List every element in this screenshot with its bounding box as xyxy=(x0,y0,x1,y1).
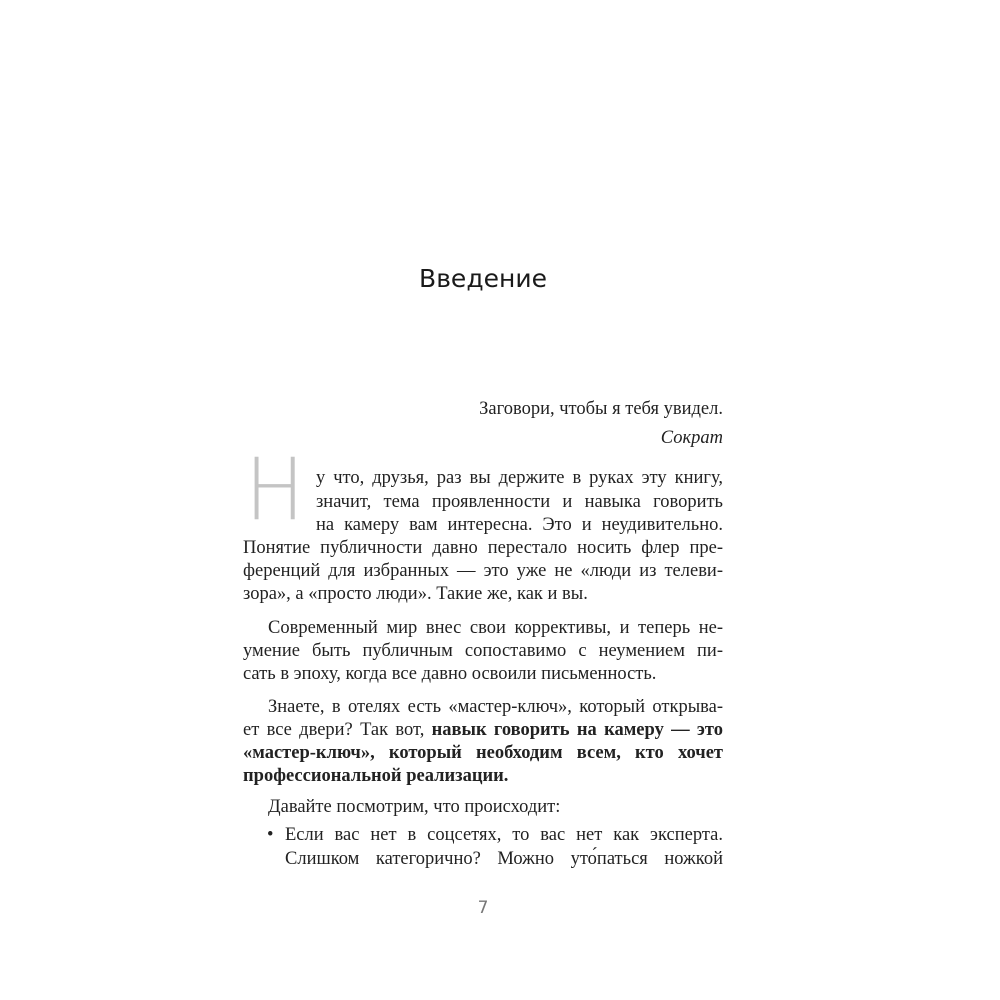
text-line: на камеру вам интересна. Это и неудивительно. xyxy=(316,515,723,535)
text-line: значит, тема проявленности и навыка говорить xyxy=(316,492,723,512)
text-line: ференций для избранных — это уже не «люди из телеви- xyxy=(243,561,723,581)
page-number: 7 xyxy=(477,898,489,918)
epigraph-author: Сократ xyxy=(660,428,723,448)
list-item-line: Слишком категорично? Можно уто́паться ножкой xyxy=(285,849,723,869)
text-line: Знаете, в отелях есть «мастер-ключ», который открыва- xyxy=(268,697,723,717)
text-line: сать в эпоху, когда все давно освоили письменность. xyxy=(243,664,657,684)
epigraph-quote: Заговори, чтобы я тебя увидел. xyxy=(479,399,723,419)
text-line: Давайте посмотрим, что происходит: xyxy=(268,797,561,817)
text-line: умение быть публичным сопоставимо с неумением пи- xyxy=(243,641,723,661)
text-line: Современный мир внес свои коррективы, и теперь не- xyxy=(268,618,723,638)
list-item-line: Если вас нет в соцсетях, то вас нет как эксперта. xyxy=(285,825,723,845)
text-line: у что, друзья, раз вы держите в руках эту книгу, xyxy=(316,468,723,488)
bold-text: навык говорить на камеру — это xyxy=(431,720,723,740)
bullet-icon: • xyxy=(267,825,274,845)
bold-text-line: «мастер-ключ», который необходим всем, кто хочет xyxy=(243,743,723,763)
text-line: зора», а «просто люди». Такие же, как и вы. xyxy=(243,584,588,604)
bold-text-line: профессиональной реализации. xyxy=(243,766,509,786)
chapter-title: Введение xyxy=(419,264,547,293)
drop-cap: Н xyxy=(245,440,305,540)
text-segment: ет все двери? Так вот, xyxy=(243,720,432,740)
text-line: Понятие публичности давно перестало носить флер пре- xyxy=(243,538,723,558)
text-line xyxy=(243,719,723,742)
